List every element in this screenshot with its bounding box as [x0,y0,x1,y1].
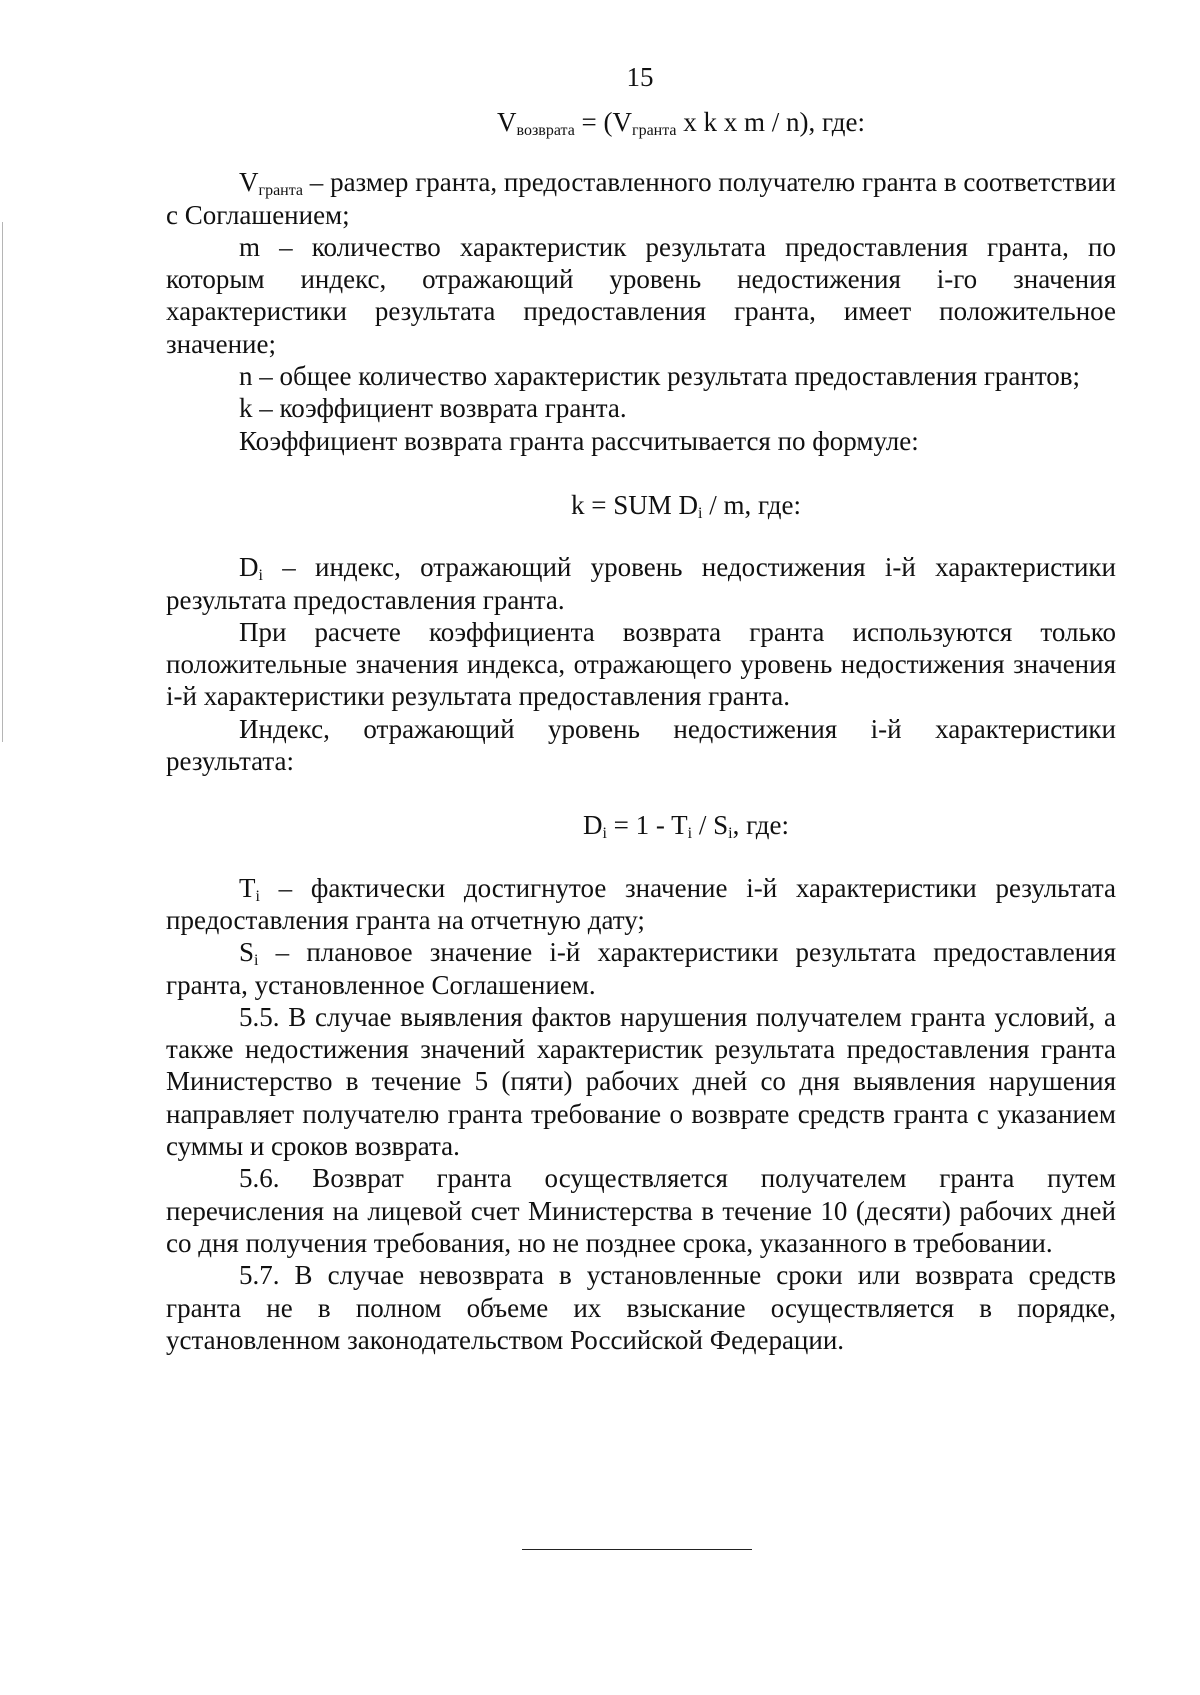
definition-n: n – общее количество характеристик результата предоставления грантов; [239,361,1081,392]
page-number: 15 [626,62,654,92]
document-body [166,106,1116,1356]
scan-margin-mark [2,222,3,742]
end-of-document-line [522,1549,752,1550]
coefficient-note: При расчете коэффициента возврата гранта используются только положительные значения индекса, отражающего уровень недостижения значения i-й характеристики результата предоставления гранта. [166,616,1116,712]
definition-s: $S_i$ – плановое значение i-й характеристики результата предоставления гранта, установленное Соглашением. [166,937,1116,1000]
definition-d: $D_i$ – индекс, отражающий уровень недостижения i-й характеристики результата предоставления гранта. [166,552,1116,615]
definition-k: k – коэффициент возврата гранта. [239,393,627,424]
formula-return-amount: $V_{возврата} = (V_{гранта}$ x k x m / n), где: [497,107,865,139]
coefficient-intro: Коэффициент возврата гранта рассчитывается по формуле: [239,425,919,456]
definition-t: $T_i$ – фактически достигнутое значение i-й характеристики результата предоставления гранта на отчетную дату; [166,872,1116,935]
formula-index: $D_i = 1 - T_i / S_i$, где: [582,810,790,843]
definition-m: m – количество характеристик результата предоставления гранта, по которым индекс, отражающий уровень недостижения i-го значения характеристики результата предоставления гранта, имеет положительное значение; [166,231,1116,359]
index-intro: Индекс, отражающий уровень недостижения i-й характеристики результата: [166,713,1116,777]
definition-v-grant: $V_{гранта}$ – размер гранта, предоставленного получателю гранта в соответствии с Соглашением; [166,167,1116,230]
clause-5-7: 5.7. В случае невозврата в установленные сроки или возврата средств гранта не в полном объеме их взыскание осуществляется в порядке, установленном законодательством Российской Федерации. [166,1260,1116,1355]
clause-5-5: 5.5. В случае выявления фактов нарушения получателем гранта условий, а также недостижения значений характеристик результата предоставления гранта Министерство в течение 5 (пяти) рабочих дней со дня выявления нарушения направляет получателю гранта требование о возврате средств гранта с указанием суммы и сроков возврата. [166,1001,1116,1162]
formula-coefficient: k = SUM $D_i$ / m, где: [571,489,801,522]
clause-5-6: 5.6. Возврат гранта осуществляется получателем гранта путем перечисления на лицевой счет Министерства в течение 10 (десяти) рабочих дней со дня получения требования, но не позднее срока, указанного в требовании. [166,1163,1116,1258]
